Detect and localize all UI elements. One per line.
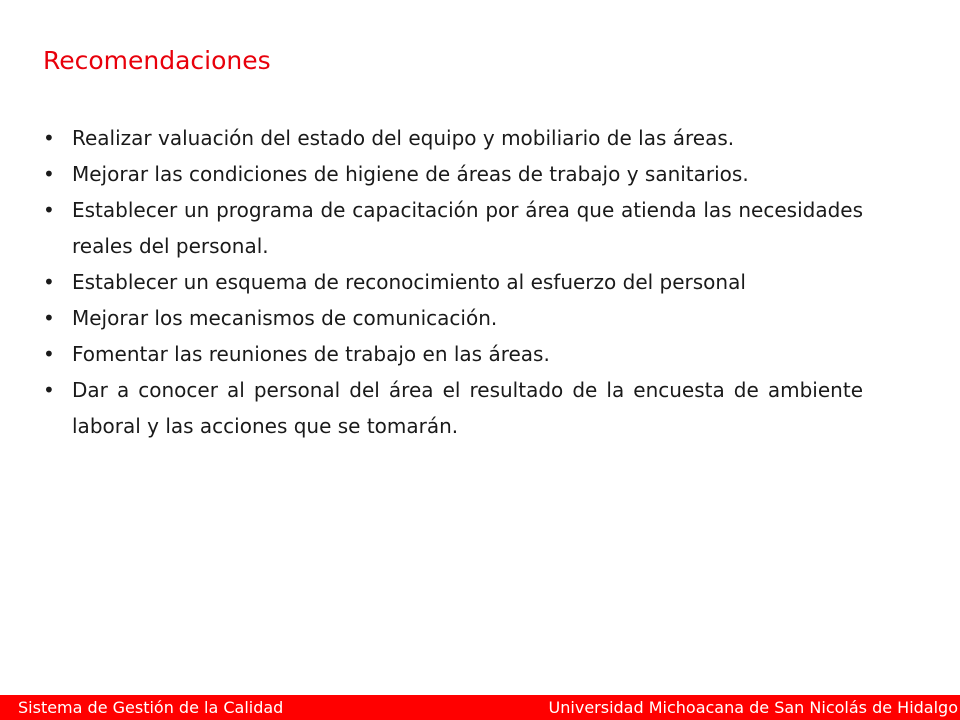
footer-university-name: Universidad Michoacana de San Nicolás de Hidalgo [548, 698, 958, 717]
list-item-text: Mejorar las condiciones de higiene de áreas de trabajo y sanitarios. [72, 162, 749, 186]
slide-title: Recomendaciones [43, 46, 271, 75]
list-item-text: Establecer un programa de capacitación por área que atienda las necesidades reales del personal. [72, 198, 863, 258]
list-item-text: Realizar valuación del estado del equipo y mobiliario de las áreas. [72, 126, 735, 150]
bullet-icon: • [43, 378, 55, 402]
bullet-icon: • [43, 306, 55, 330]
list-item [43, 156, 863, 192]
list-item-text: Fomentar las reuniones de trabajo en las áreas. [72, 342, 550, 366]
bullet-icon: • [43, 162, 55, 186]
list-item-text: Dar a conocer al personal del área el resultado de la encuesta de ambiente laboral y las acciones que se tomarán. [72, 378, 863, 438]
bullet-icon: • [43, 270, 55, 294]
bullet-icon: • [43, 342, 55, 366]
list-item [43, 300, 863, 336]
bullet-icon: • [43, 126, 55, 150]
footer-bar [0, 695, 960, 720]
bullet-icon: • [43, 198, 55, 222]
footer-system-name: Sistema de Gestión de la Calidad [18, 698, 284, 717]
list-item [43, 336, 863, 372]
list-item-text: Establecer un esquema de reconocimiento al esfuerzo del personal [72, 270, 746, 294]
recommendations-list [43, 120, 863, 444]
list-item [43, 120, 863, 156]
list-item [43, 264, 863, 300]
list-item [43, 372, 863, 444]
list-item-text: Mejorar los mecanismos de comunicación. [72, 306, 498, 330]
list-item [43, 192, 863, 264]
